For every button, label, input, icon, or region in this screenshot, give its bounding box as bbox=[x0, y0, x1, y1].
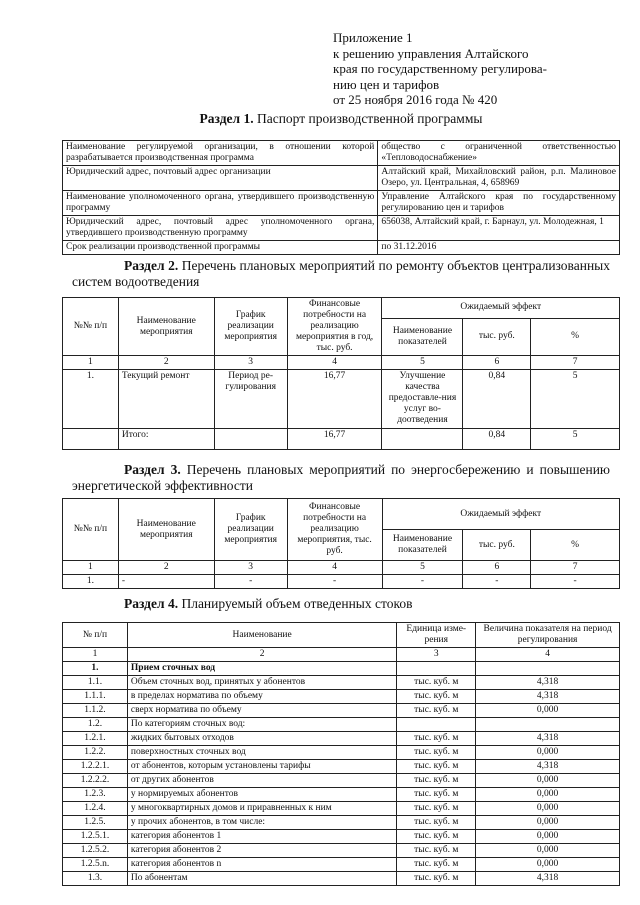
table-row bbox=[63, 575, 620, 589]
header-row bbox=[63, 499, 620, 530]
table-cell: тыс. куб. м bbox=[397, 816, 476, 830]
table-cell: тыс. руб. bbox=[463, 530, 531, 561]
table-cell: 1.2.5. bbox=[63, 816, 128, 830]
table-cell: 1.3. bbox=[63, 872, 128, 886]
total-row bbox=[63, 429, 620, 450]
table-cell: График реализации мероприятия bbox=[214, 298, 287, 356]
table-cell: 4 bbox=[476, 648, 620, 662]
table-cell: Алтайский край, Михайловский район, р.п. Малиновое Озеро, ул. Центральная, 4, 658969 bbox=[378, 166, 620, 191]
table-cell: Финансовые потребности на реализацию мероприятия, тыс. руб. bbox=[287, 499, 382, 561]
table-cell: у прочих абонентов, в том числе: bbox=[127, 816, 396, 830]
table-cell bbox=[476, 718, 620, 732]
table-cell: Наименование регулируемой организации, в отношении которой разрабатывается производственная программа bbox=[63, 141, 378, 166]
table-cell: тыс. куб. м bbox=[397, 732, 476, 746]
table-row bbox=[63, 788, 620, 802]
wastewater-volume-table bbox=[62, 622, 620, 886]
table-cell: тыс. куб. м bbox=[397, 690, 476, 704]
table-cell: №№ п/п bbox=[63, 499, 119, 561]
table-cell: тыс. куб. м bbox=[397, 774, 476, 788]
table-row bbox=[63, 216, 620, 241]
table-row bbox=[63, 718, 620, 732]
table-cell: Величина показателя на период регулирования bbox=[476, 623, 620, 648]
table-cell: - bbox=[463, 575, 531, 589]
table-cell: по 31.12.2016 bbox=[378, 241, 620, 255]
table-row bbox=[63, 191, 620, 216]
table-cell: 0,84 bbox=[463, 370, 531, 429]
table-cell: 1.2. bbox=[63, 718, 128, 732]
table-cell: 4,318 bbox=[476, 760, 620, 774]
table-cell: По категориям сточных вод: bbox=[127, 718, 396, 732]
table-cell: 1.2.5.2. bbox=[63, 844, 128, 858]
section-number: Раздел 1. bbox=[199, 111, 254, 126]
table-cell: 1.1.2. bbox=[63, 704, 128, 718]
table-cell: 4,318 bbox=[476, 676, 620, 690]
table-cell: у нормируемых абонентов bbox=[127, 788, 396, 802]
table-row bbox=[63, 732, 620, 746]
table-cell: 656038, Алтайский край, г. Барнаул, ул. Молодежная, 1 bbox=[378, 216, 620, 241]
table-cell: № п/п bbox=[63, 623, 128, 648]
section4-heading bbox=[62, 596, 620, 612]
table-cell: Финансовые потребности на реализацию мероприятия в год, тыс. руб. bbox=[287, 298, 382, 356]
table-cell: категория абонентов 2 bbox=[127, 844, 396, 858]
table-cell: 1.1.1. bbox=[63, 690, 128, 704]
table-cell: Наименование показателей bbox=[382, 318, 463, 355]
table-cell: от абонентов, которым установлены тарифы bbox=[127, 760, 396, 774]
table-cell: 1.1. bbox=[63, 676, 128, 690]
table-row bbox=[63, 872, 620, 886]
table-cell: Улучшение качества предоставле-ния услуг во-доотведения bbox=[382, 370, 463, 429]
table-cell: Срок реализации производственной программы bbox=[63, 241, 378, 255]
section1-heading bbox=[62, 111, 620, 127]
table-cell: Ожидаемый эффект bbox=[382, 298, 620, 319]
table-cell: 4,318 bbox=[476, 690, 620, 704]
table-cell: График реализации мероприятия bbox=[214, 499, 287, 561]
table-cell: тыс. куб. м bbox=[397, 844, 476, 858]
column-number-row bbox=[63, 356, 620, 370]
table-cell: категория абонентов n bbox=[127, 858, 396, 872]
header-line: Приложение 1 bbox=[333, 30, 413, 45]
table-cell: 1.2.5.n. bbox=[63, 858, 128, 872]
section3-heading bbox=[62, 462, 620, 494]
table-cell: 1.2.3. bbox=[63, 788, 128, 802]
table-row bbox=[63, 141, 620, 166]
table-cell: 3 bbox=[214, 356, 287, 370]
table-cell: Наименование уполномоченного органа, утвердившего производственную программу bbox=[63, 191, 378, 216]
table-cell: 2 bbox=[118, 561, 214, 575]
repair-measures-table bbox=[62, 297, 620, 450]
table-cell: тыс. куб. м bbox=[397, 830, 476, 844]
table-cell: Объем сточных вод, принятых у абонентов bbox=[127, 676, 396, 690]
table-cell: 5 bbox=[382, 561, 463, 575]
table-cell: 16,77 bbox=[287, 429, 382, 450]
table-row bbox=[63, 802, 620, 816]
table-row bbox=[63, 760, 620, 774]
header-row bbox=[63, 298, 620, 319]
table-cell: Итого: bbox=[118, 429, 214, 450]
table-cell: 4,318 bbox=[476, 732, 620, 746]
passport-table bbox=[62, 140, 620, 255]
table-cell: тыс. куб. м bbox=[397, 802, 476, 816]
section-number: Раздел 3. bbox=[124, 462, 181, 477]
table-row bbox=[63, 690, 620, 704]
table-cell: 1. bbox=[63, 370, 119, 429]
table-cell: Наименование показателей bbox=[382, 530, 463, 561]
header-row bbox=[63, 623, 620, 648]
table-cell: 7 bbox=[531, 561, 620, 575]
table-cell: - bbox=[214, 575, 287, 589]
section-title: Паспорт производственной программы bbox=[256, 111, 483, 126]
table-cell: 1. bbox=[63, 662, 128, 676]
table-cell: тыс. куб. м bbox=[397, 872, 476, 886]
table-cell: 0,000 bbox=[476, 774, 620, 788]
table-cell: % bbox=[531, 318, 620, 355]
table-cell: 7 bbox=[531, 356, 620, 370]
table-cell bbox=[63, 429, 119, 450]
table-cell: 0,000 bbox=[476, 816, 620, 830]
table-cell: 1 bbox=[63, 648, 128, 662]
table-row bbox=[63, 746, 620, 760]
table-cell: 0,000 bbox=[476, 788, 620, 802]
table-cell: 1.2.4. bbox=[63, 802, 128, 816]
table-cell: Юридический адрес, почтовый адрес уполномоченного органа, утвердившего производственную программу bbox=[63, 216, 378, 241]
table-cell: 1.2.2.1. bbox=[63, 760, 128, 774]
table-cell: - bbox=[118, 575, 214, 589]
appendix-header bbox=[333, 30, 547, 108]
table-cell: Текущий ремонт bbox=[118, 370, 214, 429]
table-cell bbox=[476, 662, 620, 676]
table-cell: Юридический адрес, почтовый адрес организации bbox=[63, 166, 378, 191]
table-cell: Управление Алтайского края по государственному регулированию цен и тарифов bbox=[378, 191, 620, 216]
table-cell: 6 bbox=[463, 356, 531, 370]
table-cell: 2 bbox=[127, 648, 396, 662]
table-cell: тыс. куб. м bbox=[397, 760, 476, 774]
table-cell: 4 bbox=[287, 561, 382, 575]
table-row bbox=[63, 241, 620, 255]
table-cell: 4,318 bbox=[476, 872, 620, 886]
table-cell: Ожидаемый эффект bbox=[382, 499, 620, 530]
table-cell: 1 bbox=[63, 561, 119, 575]
table-cell bbox=[397, 718, 476, 732]
table-row bbox=[63, 774, 620, 788]
table-cell: тыс. куб. м bbox=[397, 704, 476, 718]
table-cell: жидких бытовых отходов bbox=[127, 732, 396, 746]
table-cell: 1.2.5.1. bbox=[63, 830, 128, 844]
table-cell: - bbox=[287, 575, 382, 589]
table-row bbox=[63, 166, 620, 191]
table-cell bbox=[214, 429, 287, 450]
table-cell: 4 bbox=[287, 356, 382, 370]
section-title: Перечень плановых мероприятий по энергосбережению и повышению энергетической эффективности bbox=[72, 462, 610, 493]
header-line: к решению управления Алтайского bbox=[333, 45, 529, 61]
section2-heading bbox=[62, 258, 620, 290]
table-cell: 5 bbox=[382, 356, 463, 370]
table-cell: 0,000 bbox=[476, 858, 620, 872]
table-cell: от других абонентов bbox=[127, 774, 396, 788]
table-cell: 0,000 bbox=[476, 704, 620, 718]
header-line: нию цен и тарифов bbox=[333, 76, 440, 92]
column-number-row bbox=[63, 648, 620, 662]
table-cell: 2 bbox=[118, 356, 214, 370]
section-title: Планируемый объем отведенных стоков bbox=[181, 596, 413, 611]
table-cell: 0,000 bbox=[476, 802, 620, 816]
table-cell: 1.2.1. bbox=[63, 732, 128, 746]
table-cell: тыс. руб. bbox=[463, 318, 531, 355]
table-cell: тыс. куб. м bbox=[397, 746, 476, 760]
table-cell: у многоквартирных домов и приравненных к ним bbox=[127, 802, 396, 816]
table-cell: 0,000 bbox=[476, 830, 620, 844]
table-cell: Прием сточных вод bbox=[127, 662, 396, 676]
table-cell: 0,000 bbox=[476, 746, 620, 760]
header-line: края по государственному регулирова- bbox=[333, 61, 547, 76]
table-cell: 1.2.2.2. bbox=[63, 774, 128, 788]
section-number: Раздел 4. bbox=[124, 596, 179, 611]
table-row bbox=[63, 676, 620, 690]
table-cell: По абонентам bbox=[127, 872, 396, 886]
table-cell bbox=[382, 429, 463, 450]
table-cell: Наименование мероприятия bbox=[118, 298, 214, 356]
table-cell: 1.2.2. bbox=[63, 746, 128, 760]
table-row bbox=[63, 662, 620, 676]
table-row bbox=[63, 844, 620, 858]
section-number: Раздел 2. bbox=[124, 258, 179, 273]
table-cell: - bbox=[382, 575, 463, 589]
table-cell: 3 bbox=[397, 648, 476, 662]
table-cell: №№ п/п bbox=[63, 298, 119, 356]
table-cell: тыс. куб. м bbox=[397, 676, 476, 690]
table-cell: - bbox=[531, 575, 620, 589]
table-row bbox=[63, 370, 620, 429]
table-cell: 1. bbox=[63, 575, 119, 589]
header-line: от 25 ноября 2016 года № 420 bbox=[333, 92, 498, 107]
table-cell: % bbox=[531, 530, 620, 561]
table-cell: Единица изме-рения bbox=[397, 623, 476, 648]
table-row bbox=[63, 816, 620, 830]
table-cell: 0,84 bbox=[463, 429, 531, 450]
table-row bbox=[63, 704, 620, 718]
table-cell: 16,77 bbox=[287, 370, 382, 429]
table-cell: тыс. куб. м bbox=[397, 788, 476, 802]
table-cell bbox=[397, 662, 476, 676]
table-cell: 5 bbox=[531, 429, 620, 450]
table-cell: тыс. куб. м bbox=[397, 858, 476, 872]
table-cell: Период ре-гулирования bbox=[214, 370, 287, 429]
table-cell: 1 bbox=[63, 356, 119, 370]
table-cell: Наименование bbox=[127, 623, 396, 648]
column-number-row bbox=[63, 561, 620, 575]
table-cell: 0,000 bbox=[476, 844, 620, 858]
table-cell: поверхностных сточных вод bbox=[127, 746, 396, 760]
table-cell: сверх норматива по объему bbox=[127, 704, 396, 718]
table-cell: 6 bbox=[463, 561, 531, 575]
energy-measures-table bbox=[62, 498, 620, 589]
table-cell: 3 bbox=[214, 561, 287, 575]
table-row bbox=[63, 830, 620, 844]
table-row bbox=[63, 858, 620, 872]
section-title: Перечень плановых мероприятий по ремонту объектов централизованных систем водоотведения bbox=[72, 258, 611, 289]
table-cell: в пределах норматива по объему bbox=[127, 690, 396, 704]
table-cell: Наименование мероприятия bbox=[118, 499, 214, 561]
table-cell: категория абонентов 1 bbox=[127, 830, 396, 844]
table-cell: общество с ограниченной ответственностью «Тепловодоснабжение» bbox=[378, 141, 620, 166]
table-cell: 5 bbox=[531, 370, 620, 429]
